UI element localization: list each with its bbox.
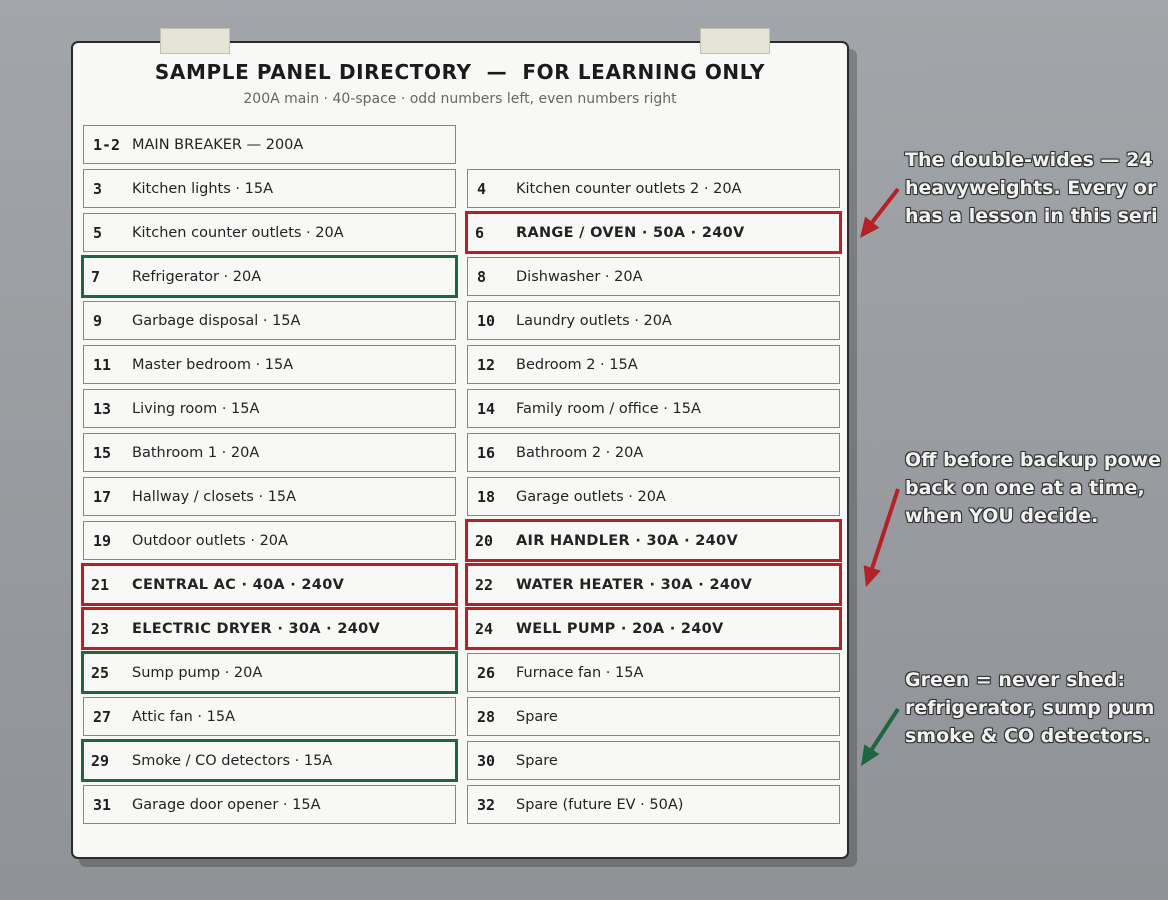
circuit-number: 8 <box>477 267 487 286</box>
circuit-label: Kitchen lights · 15A <box>132 180 273 197</box>
note-line: The double-wides — 24 <box>905 149 1153 171</box>
circuit-number: 25 <box>91 663 110 682</box>
circuit-number: 10 <box>477 311 496 330</box>
arrow-never-shed <box>861 709 898 766</box>
circuit-label: AIR HANDLER · 30A · 240V <box>516 532 738 549</box>
note-line: refrigerator, sump pum <box>905 697 1155 719</box>
circuit-number: 16 <box>477 443 496 462</box>
circuit-number: 24 <box>475 619 494 638</box>
circuit-number: 5 <box>93 223 103 242</box>
circuit-number: 30 <box>477 751 496 770</box>
circuit-label: Hallway / closets · 15A <box>132 488 297 505</box>
circuit-label: Dishwasher · 20A <box>516 268 643 285</box>
circuit-label: Living room · 15A <box>132 400 260 417</box>
circuit-number: 21 <box>91 575 110 594</box>
arrow-double-wides <box>860 189 898 238</box>
circuit-number: 13 <box>93 399 112 418</box>
note-double-wides <box>905 146 1168 230</box>
circuit-label: Kitchen counter outlets · 20A <box>132 224 344 241</box>
circuit-number: 32 <box>477 795 496 814</box>
circuit-number: 14 <box>477 399 496 418</box>
circuit-label: ELECTRIC DRYER · 30A · 240V <box>132 620 381 637</box>
circuit-number: 9 <box>93 311 103 330</box>
circuit-label: Spare <box>516 708 558 725</box>
note-line: heavyweights. Every or <box>905 177 1157 199</box>
circuit-number: 26 <box>477 663 496 682</box>
circuit-label: Master bedroom · 15A <box>132 356 294 373</box>
arrow-backup-power <box>864 489 898 587</box>
note-line: Off before backup powe <box>905 449 1161 471</box>
circuit-number: 17 <box>93 487 112 506</box>
directory-subtitle: 200A main · 40-space · odd numbers left, even numbers right <box>243 91 677 107</box>
circuit-label: Bedroom 2 · 15A <box>516 356 638 373</box>
circuit-label: CENTRAL AC · 40A · 240V <box>132 576 345 593</box>
circuit-label: Kitchen counter outlets 2 · 20A <box>516 180 742 197</box>
note-line: back on one at a time, <box>905 477 1145 499</box>
circuit-label: Laundry outlets · 20A <box>516 312 672 329</box>
circuit-number: 28 <box>477 707 496 726</box>
note-line: has a lesson in this seri <box>905 205 1158 227</box>
circuit-label: Furnace fan · 15A <box>516 664 644 681</box>
circuit-label: Garage outlets · 20A <box>516 488 666 505</box>
circuit-label: WELL PUMP · 20A · 240V <box>516 620 724 637</box>
circuit-number: 23 <box>91 619 110 638</box>
circuit-label: Garage door opener · 15A <box>132 796 321 813</box>
circuit-number: 1-2 <box>93 135 121 154</box>
circuit-label: Refrigerator · 20A <box>132 268 262 285</box>
directory-title: SAMPLE PANEL DIRECTORY — FOR LEARNING ONLY <box>154 60 766 84</box>
circuit-label: Bathroom 2 · 20A <box>516 444 644 461</box>
note-line: smoke & CO detectors. <box>905 725 1151 747</box>
circuit-label: Spare <box>516 752 558 769</box>
circuit-number: 12 <box>477 355 496 374</box>
circuit-number: 3 <box>93 179 103 198</box>
circuit-label: MAIN BREAKER — 200A <box>132 136 304 153</box>
note-line: Green = never shed: <box>905 669 1126 691</box>
circuit-label: WATER HEATER · 30A · 240V <box>516 576 753 593</box>
circuit-number: 31 <box>93 795 112 814</box>
circuit-number: 6 <box>475 223 485 242</box>
circuit-label: Bathroom 1 · 20A <box>132 444 260 461</box>
circuit-number: 20 <box>475 531 494 550</box>
circuit-number: 7 <box>91 267 101 286</box>
circuit-number: 15 <box>93 443 112 462</box>
circuit-label: Smoke / CO detectors · 15A <box>132 752 333 769</box>
circuit-number: 4 <box>477 179 487 198</box>
circuit-number: 27 <box>93 707 112 726</box>
circuit-number: 18 <box>477 487 496 506</box>
note-line: when YOU decide. <box>905 505 1099 527</box>
circuit-label: Attic fan · 15A <box>132 708 236 725</box>
note-never-shed <box>905 666 1168 750</box>
circuit-number: 29 <box>91 751 110 770</box>
circuit-number: 11 <box>93 355 112 374</box>
circuit-number: 19 <box>93 531 112 550</box>
circuit-label: RANGE / OVEN · 50A · 240V <box>516 224 745 241</box>
circuit-label: Sump pump · 20A <box>132 664 263 681</box>
circuit-number: 22 <box>475 575 494 594</box>
circuit-label: Family room / office · 15A <box>516 400 701 417</box>
note-backup-power <box>905 446 1168 530</box>
circuit-label: Outdoor outlets · 20A <box>132 532 288 549</box>
circuit-label: Spare (future EV · 50A) <box>516 796 684 813</box>
circuit-label: Garbage disposal · 15A <box>132 312 301 329</box>
